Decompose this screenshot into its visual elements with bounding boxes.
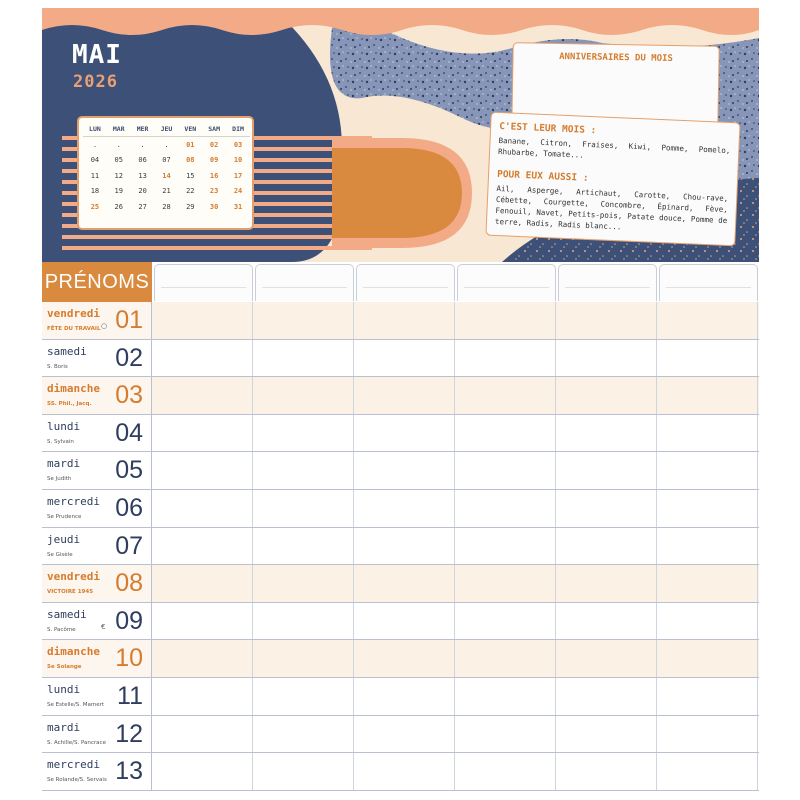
day-label-cell <box>42 565 152 602</box>
mini-calendar-day: 14 <box>162 171 171 180</box>
euro-icon: € <box>101 622 106 631</box>
planner-cell[interactable] <box>152 716 253 753</box>
saint-of-day: S. Pacôme <box>47 626 76 633</box>
day-label-cell <box>42 603 152 640</box>
planner-cell[interactable] <box>455 603 556 640</box>
day-name: dimanche <box>47 382 100 396</box>
planner-cell[interactable] <box>354 603 455 640</box>
mini-calendar-day: 30 <box>209 202 219 211</box>
mini-calendar-day: 21 <box>162 187 171 196</box>
month-title: MAI <box>72 40 122 70</box>
mini-calendar-day: . <box>116 140 121 149</box>
planner-cell[interactable] <box>556 640 657 677</box>
seasonal-produce-box <box>485 112 740 247</box>
season-heading: C'EST LEUR MOIS : <box>498 120 597 137</box>
name-column-header-6[interactable] <box>659 264 758 301</box>
planner-cell[interactable] <box>556 716 657 753</box>
planner-cell[interactable] <box>253 415 354 452</box>
day-name: dimanche <box>47 645 100 659</box>
planner-cell[interactable] <box>152 340 253 377</box>
mini-calendar-day: 19 <box>114 187 123 196</box>
planner-cell[interactable] <box>354 377 455 414</box>
planner-cell[interactable] <box>253 678 354 715</box>
saint-of-day: Se Rolande/S. Servais <box>47 777 107 784</box>
saint-of-day: VICTOIRE 1945 <box>47 589 94 596</box>
planner-cell[interactable] <box>657 415 758 452</box>
day-number: 06 <box>115 493 143 522</box>
planner-cell[interactable] <box>556 377 657 414</box>
planner-cell[interactable] <box>556 603 657 640</box>
day-row <box>42 452 759 490</box>
name-column-header-5[interactable] <box>558 264 657 301</box>
mini-calendar-day: 09 <box>209 156 219 165</box>
planner-cell[interactable] <box>556 490 657 527</box>
mini-calendar-day: 08 <box>186 156 195 165</box>
mini-calendar-day: 27 <box>138 202 147 211</box>
mini-calendar-table <box>83 122 250 215</box>
planner-cell[interactable] <box>455 302 556 339</box>
planner-cell[interactable] <box>455 753 556 790</box>
day-label-cell <box>42 528 152 565</box>
mini-calendar-day: 01 <box>186 140 195 149</box>
planner-cell[interactable] <box>455 415 556 452</box>
planner-cell[interactable] <box>455 640 556 677</box>
day-number: 10 <box>115 644 143 673</box>
day-number: 11 <box>117 681 143 710</box>
saint-of-day: Se Estelle/S. Mamert <box>47 701 105 708</box>
mini-calendar-day: . <box>92 140 98 149</box>
planner-cell[interactable] <box>253 753 354 790</box>
family-planner-grid <box>42 262 759 792</box>
day-label-cell <box>42 640 152 677</box>
day-label-cell <box>42 340 152 377</box>
day-number: 09 <box>115 606 143 635</box>
planner-cell[interactable] <box>152 415 253 452</box>
planner-cell[interactable] <box>152 490 253 527</box>
planner-cell[interactable] <box>556 452 657 489</box>
day-row <box>42 377 759 415</box>
mini-calendar-day: 15 <box>186 171 195 180</box>
mini-calendar-day: 31 <box>233 202 243 211</box>
mini-calendar-weekday: MAR <box>107 122 131 137</box>
saint-of-day: S. Achille/S. Pancrace <box>47 739 106 746</box>
day-number: 01 <box>115 306 143 334</box>
day-number: 04 <box>115 418 143 447</box>
birthdays-title: ANNIVERSAIRES DU MOIS <box>559 52 673 64</box>
mini-calendar-day: 29 <box>186 202 195 211</box>
planner-cell[interactable] <box>354 340 455 377</box>
day-rows <box>42 302 759 791</box>
planner-cell[interactable] <box>657 302 758 339</box>
planner-cell[interactable] <box>556 753 657 790</box>
saint-of-day: Se Prudence <box>47 513 82 520</box>
planner-cell[interactable] <box>253 377 354 414</box>
mini-calendar-day: . <box>140 140 145 149</box>
saint-of-day: Se Solange <box>47 664 82 671</box>
planner-cell[interactable] <box>152 678 253 715</box>
mini-calendar-day: . <box>164 140 169 149</box>
mini-calendar-day: 03 <box>233 140 243 149</box>
day-name: mercredi <box>47 758 100 772</box>
mini-calendar-day: 06 <box>138 156 147 165</box>
planner-cell[interactable] <box>152 565 253 602</box>
mini-calendar-day: 05 <box>114 156 123 165</box>
day-number: 08 <box>115 569 143 598</box>
planner-cell[interactable] <box>152 528 253 565</box>
planner-cell[interactable] <box>253 302 354 339</box>
day-label-cell <box>42 716 152 753</box>
planner-cell[interactable] <box>152 753 253 790</box>
day-label-cell <box>42 452 152 489</box>
mini-calendar-weekday: VEN <box>178 122 202 137</box>
planner-cell[interactable] <box>152 640 253 677</box>
day-number: 03 <box>115 381 143 410</box>
also-text: Ail, Asperge, Artichaut, Carotte, Chou-rave, Cébette, Courgette, Concombre, Épinard, Fève, Fenouil, Navet, Petits-pois, Patate douce, Pomme de terre, Radis, Radis blanc... <box>494 183 729 232</box>
planner-cell[interactable] <box>354 716 455 753</box>
planner-cell[interactable] <box>657 716 758 753</box>
name-column-header-2[interactable] <box>255 264 354 301</box>
planner-cell[interactable] <box>455 716 556 753</box>
planner-cell[interactable] <box>354 528 455 565</box>
planner-cell[interactable] <box>253 490 354 527</box>
day-row <box>42 302 759 340</box>
day-label-cell <box>42 753 152 790</box>
mini-calendar-day: 28 <box>162 202 171 211</box>
day-row <box>42 716 759 754</box>
day-row <box>42 490 759 528</box>
day-number: 12 <box>115 719 143 748</box>
day-number: 07 <box>115 531 143 560</box>
mini-calendar-day: 24 <box>233 187 243 196</box>
mini-calendar-day: 22 <box>186 187 195 196</box>
saint-of-day: Se Gisèle <box>47 551 73 558</box>
mini-calendar-day: 13 <box>138 171 147 180</box>
mini-calendar-day: 10 <box>233 156 243 165</box>
name-column-header-4[interactable] <box>457 264 556 301</box>
mini-calendar-day: 02 <box>209 140 219 149</box>
planner-cell[interactable] <box>152 302 253 339</box>
mini-calendar-day: 18 <box>90 187 100 196</box>
day-name: mardi <box>47 720 81 734</box>
planner-cell[interactable] <box>354 640 455 677</box>
mini-calendar-day: 07 <box>162 156 171 165</box>
planner-cell[interactable] <box>354 490 455 527</box>
planner-cell[interactable] <box>152 452 253 489</box>
day-row <box>42 528 759 566</box>
day-row <box>42 565 759 603</box>
mini-calendar-weekday: JEU <box>155 122 179 137</box>
planner-cell[interactable] <box>455 490 556 527</box>
planner-cell[interactable] <box>657 340 758 377</box>
planner-cell[interactable] <box>354 452 455 489</box>
planner-cell[interactable] <box>556 678 657 715</box>
planner-cell[interactable] <box>354 302 455 339</box>
planner-cell[interactable] <box>657 490 758 527</box>
mini-calendar-day: 12 <box>114 171 123 180</box>
planner-cell[interactable] <box>253 528 354 565</box>
day-number: 02 <box>115 343 143 372</box>
saint-of-day: S. Boris <box>47 363 68 370</box>
mini-calendar-day: 16 <box>209 171 219 180</box>
day-label-cell <box>42 490 152 527</box>
day-label-cell <box>42 678 152 715</box>
day-name: samedi <box>47 344 87 358</box>
moon-phase-icon: ○ <box>101 322 108 330</box>
mini-calendar-day: 26 <box>114 202 123 211</box>
mini-calendar-weekday: LUN <box>83 122 107 137</box>
planner-cell[interactable] <box>354 415 455 452</box>
day-number: 13 <box>115 757 143 786</box>
also-heading: POUR EUX AUSSI : <box>496 168 589 184</box>
season-text: Banane, Citron, Fraises, Kiwi, Pomme, Pomelo, Rhubarbe, Tomate... <box>497 135 731 160</box>
planner-cell[interactable] <box>253 603 354 640</box>
planner-cell[interactable] <box>455 528 556 565</box>
mini-calendar-weekday: SAM <box>202 122 226 137</box>
planner-cell[interactable] <box>556 302 657 339</box>
saint-of-day: SS. Phil., Jacq. <box>47 401 92 408</box>
day-row <box>42 678 759 716</box>
day-name: samedi <box>47 607 87 621</box>
day-name: jeudi <box>47 532 81 546</box>
planner-cell[interactable] <box>556 565 657 602</box>
day-row <box>42 340 759 378</box>
mini-calendar-day: 20 <box>138 187 147 196</box>
day-name: vendredi <box>47 307 100 320</box>
name-column-header-1[interactable] <box>154 264 253 301</box>
planner-cell[interactable] <box>657 377 758 414</box>
day-row <box>42 753 759 791</box>
planner-cell[interactable] <box>354 678 455 715</box>
day-number: 05 <box>115 456 143 485</box>
planner-cell[interactable] <box>253 716 354 753</box>
day-label-cell <box>42 302 152 339</box>
day-name: mardi <box>47 457 81 471</box>
day-name: mercredi <box>47 494 100 508</box>
day-row <box>42 640 759 678</box>
saint-of-day: S. Sylvain <box>47 438 74 445</box>
planner-cell[interactable] <box>152 377 253 414</box>
day-label-cell <box>42 415 152 452</box>
planner-cell[interactable] <box>455 452 556 489</box>
mini-calendar-weekday: MER <box>131 122 155 137</box>
day-label-cell <box>42 377 152 414</box>
day-row <box>42 603 759 641</box>
planner-cell[interactable] <box>556 528 657 565</box>
planner-cell[interactable] <box>253 452 354 489</box>
mini-calendar-day: 23 <box>209 187 219 196</box>
day-name: lundi <box>47 682 81 696</box>
mini-calendar-day: 17 <box>233 171 243 180</box>
names-header: PRÉNOMS <box>42 262 152 302</box>
day-row <box>42 415 759 453</box>
planner-cell[interactable] <box>657 528 758 565</box>
planner-cell[interactable] <box>455 377 556 414</box>
planner-cell[interactable] <box>253 565 354 602</box>
saint-of-day: FÊTE DU TRAVAIL <box>47 326 101 332</box>
month-header-illustration <box>42 8 759 262</box>
day-name: vendredi <box>47 570 100 584</box>
planner-cell[interactable] <box>455 565 556 602</box>
planner-cell[interactable] <box>253 340 354 377</box>
saint-of-day: Se Judith <box>47 476 72 483</box>
planner-cell[interactable] <box>152 603 253 640</box>
mini-calendar-day: 04 <box>90 156 100 165</box>
planner-cell[interactable] <box>455 340 556 377</box>
mini-month-calendar <box>77 116 254 230</box>
mini-calendar-day: 11 <box>90 171 100 180</box>
planner-cell[interactable] <box>556 415 657 452</box>
name-column-header-3[interactable] <box>356 264 455 301</box>
planner-cell[interactable] <box>253 640 354 677</box>
planner-cell[interactable] <box>455 678 556 715</box>
planner-cell[interactable] <box>556 340 657 377</box>
planner-cell[interactable] <box>354 753 455 790</box>
planner-cell[interactable] <box>657 640 758 677</box>
mini-calendar-day: 25 <box>90 202 100 211</box>
planner-cell[interactable] <box>657 753 758 790</box>
planner-cell[interactable] <box>657 565 758 602</box>
year-title: 2026 <box>73 72 118 92</box>
planner-cell[interactable] <box>354 565 455 602</box>
mini-calendar-weekday: DIM <box>226 122 250 137</box>
planner-cell[interactable] <box>657 603 758 640</box>
planner-cell[interactable] <box>657 678 758 715</box>
planner-cell[interactable] <box>657 452 758 489</box>
day-name: lundi <box>47 419 81 433</box>
